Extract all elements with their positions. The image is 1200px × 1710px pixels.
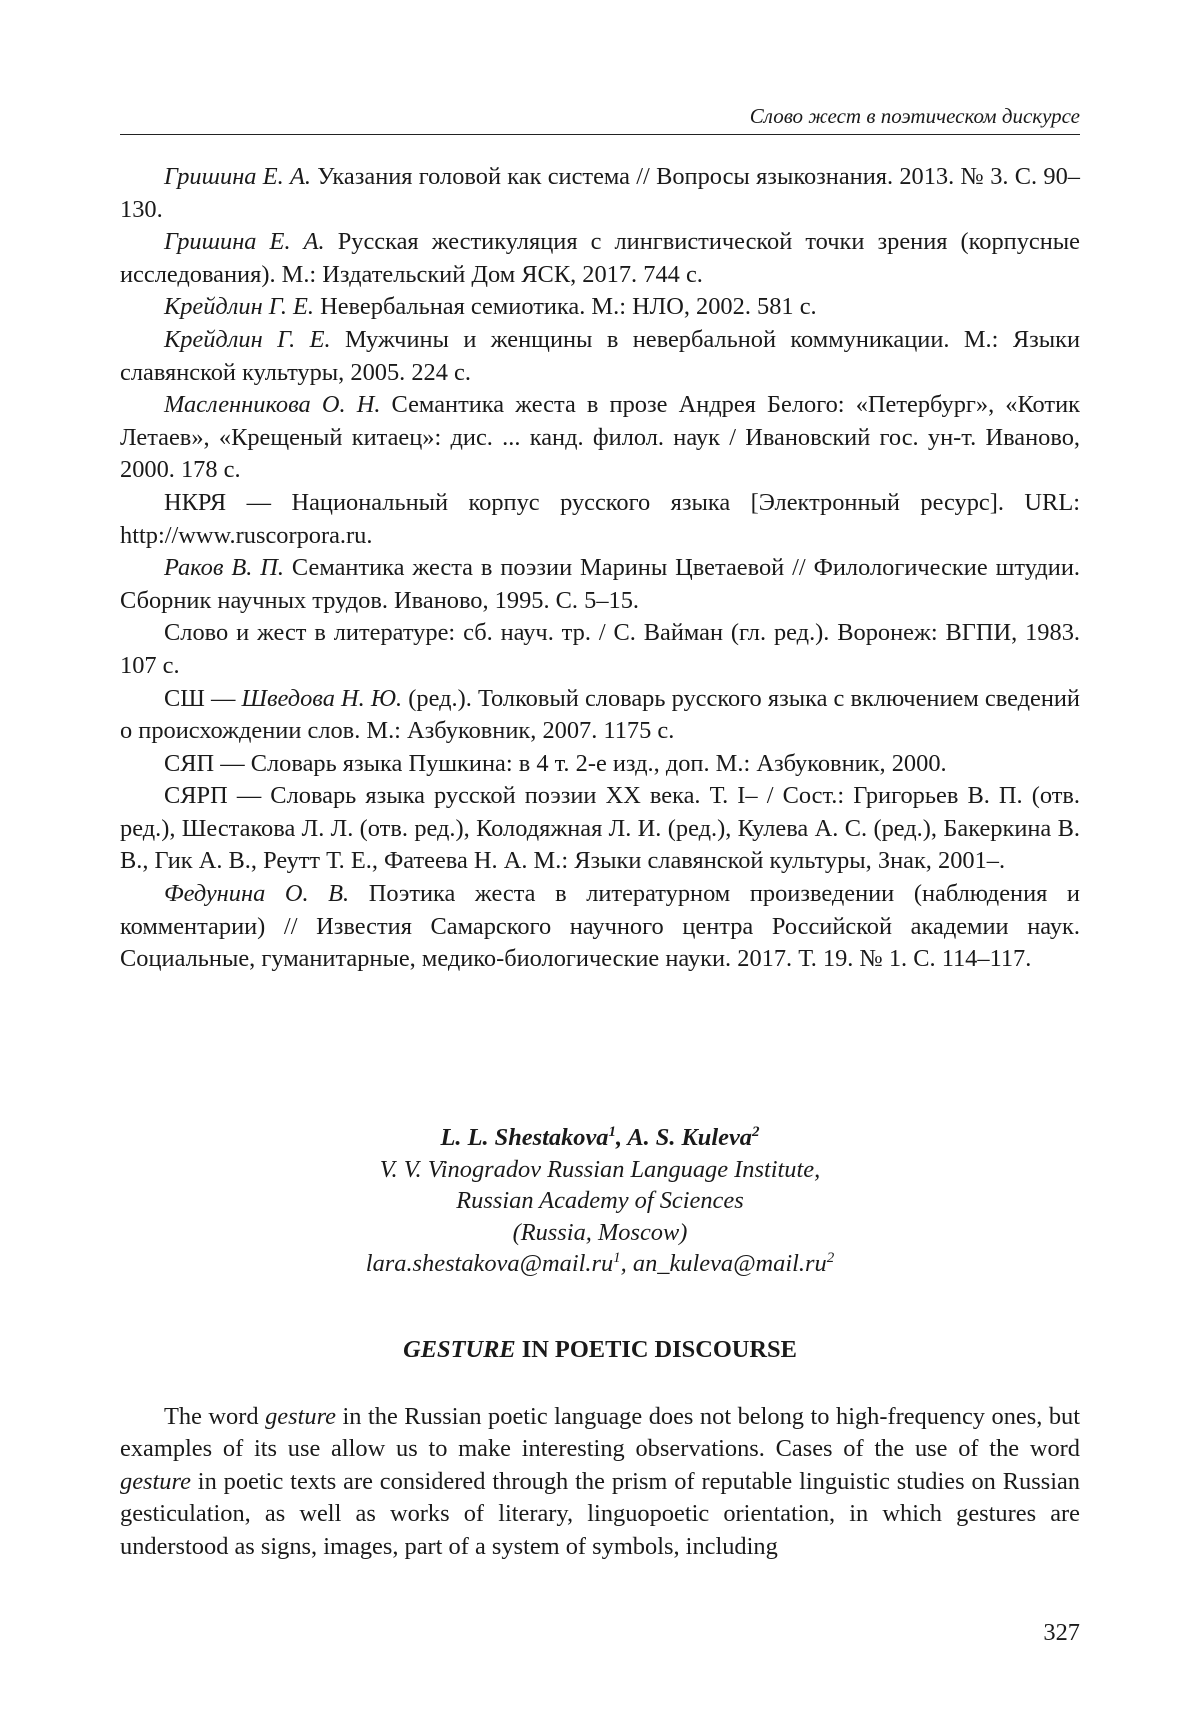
reference-text: Невербальная семиотика. М.: НЛО, 2002. 581 с. bbox=[314, 293, 817, 321]
reference-item bbox=[120, 324, 1080, 389]
reference-list bbox=[120, 161, 1080, 976]
abstract-emphasis: gesture bbox=[120, 1467, 191, 1495]
abstract-text: in poetic texts are considered through the prism of reputable linguistic studies on Russian gesticulation, as well as works of literary, linguopoetic orientation, in which gestures are understood as signs, images, part of a system of symbols, including bbox=[120, 1467, 1080, 1560]
reference-prefix: СШ — bbox=[164, 684, 242, 712]
header-rule bbox=[120, 134, 1080, 135]
author-superscript: 1 bbox=[608, 1123, 617, 1140]
reference-author: Шведова Н. Ю. bbox=[241, 684, 403, 712]
reference-author: Гришина Е. А. bbox=[164, 228, 325, 256]
author-superscript: 2 bbox=[752, 1123, 760, 1140]
reference-item bbox=[120, 226, 1080, 291]
abstract-text: in the Russian poetic language does not belong to high-frequency ones, but examples of its use allow us to make interesting observations. Cases of the use of the word bbox=[120, 1403, 1080, 1463]
reference-item bbox=[120, 552, 1080, 617]
abstract-emphasis: gesture bbox=[265, 1403, 336, 1430]
reference-text: (ред.). Толковый словарь русского языка с включением сведений о происхождении слов. М.: Азбуковник, 2007. 1175 с. bbox=[120, 684, 1080, 745]
reference-text: Русская жестикуляция с лингвистической точки зрения (корпусные исследования). М.: Издательский Дом ЯСК, 2017. 744 с. bbox=[120, 228, 1080, 288]
affiliation-location: (Russia, Moscow) bbox=[512, 1218, 688, 1246]
reference-text: Поэтика жеста в литературном произведении (наблюдения и комментарии) // Известия Самарского научного центра Российской академии наук. Социальные, гуманитарные, медико-биологические науки. 2017. Т. 19. № 1. С. 114–117. bbox=[120, 880, 1080, 973]
author-name: A. S. Kuleva bbox=[627, 1124, 752, 1151]
author-separator: , bbox=[616, 1124, 628, 1151]
reference-item bbox=[120, 748, 1080, 781]
running-head: Слово жест в поэтическом дискурсе bbox=[749, 104, 1080, 128]
reference-author: Гришина Е. А. bbox=[164, 163, 312, 190]
reference-item bbox=[120, 291, 1080, 324]
reference-author: Масленникова О. Н. bbox=[164, 391, 381, 419]
author-name: L. L. Shestakova bbox=[440, 1124, 609, 1151]
page-number: 327 bbox=[1043, 1619, 1080, 1646]
abstract bbox=[120, 1401, 1080, 1563]
reference-author: Крейдлин Г. Е. bbox=[164, 325, 331, 353]
reference-item bbox=[120, 878, 1080, 976]
reference-item bbox=[120, 389, 1080, 487]
author-block bbox=[120, 1122, 1080, 1280]
reference-text: Семантика жеста в прозе Андрея Белого: «Петербург», «Котик Летаев», «Крещеный китаец»: дис. ... канд. филол. наук / Ивановский гос. ун-т. Иваново, 2000. 178 с. bbox=[120, 391, 1080, 484]
email-superscript: 2 bbox=[826, 1250, 835, 1267]
title-rest: IN POETIC DISCOURSE bbox=[515, 1336, 797, 1363]
email-link[interactable]: an_kuleva@mail.ru bbox=[632, 1250, 827, 1278]
reference-item bbox=[120, 780, 1080, 878]
reference-author: Крейдлин Г. Е. bbox=[164, 293, 315, 321]
abstract-paragraph bbox=[120, 1401, 1080, 1563]
article-title bbox=[120, 1334, 1080, 1366]
reference-item bbox=[120, 617, 1080, 682]
email-link[interactable]: lara.shestakova@mail.ru bbox=[365, 1250, 614, 1278]
reference-text: Мужчины и женщины в невербальной коммуникации. М.: Языки славянской культуры, 2005. 224 с. bbox=[120, 325, 1081, 386]
reference-text: Семантика жеста в поэзии Марины Цветаевой // Филологические штудии. Сборник научных трудов. Иваново, 1995. С. 5–15. bbox=[120, 554, 1080, 614]
author-emails bbox=[120, 1248, 1080, 1280]
abstract-text: The word bbox=[164, 1403, 266, 1430]
author-names bbox=[120, 1122, 1080, 1154]
email-superscript: 1 bbox=[613, 1250, 621, 1267]
reference-text: СЯРП — Словарь языка русской поэзии XX века. Т. I– / Сост.: Григорьев В. П. (отв. ред.), Шестакова Л. Л. (отв. ред.), Колодяжная Л. И. (ред.), Кулева А. С. (ред.), Бакеркина В. В., Гик А. В., Реутт Т. Е., Фатеева Н. А. М.: Языки славянской культуры, Знак, 2001–. bbox=[120, 782, 1080, 875]
reference-text: СЯП — Словарь языка Пушкина: в 4 т. 2-е изд., доп. М.: Азбуковник, 2000. bbox=[164, 749, 947, 777]
reference-item bbox=[120, 487, 1080, 552]
reference-author: Федунина О. В. bbox=[164, 880, 350, 908]
title-keyword: GESTURE bbox=[403, 1336, 516, 1363]
reference-text: Слово и жест в литературе: сб. науч. тр. / С. Вайман (гл. ред.). Воронеж: ВГПИ, 1983. 107 с. bbox=[120, 619, 1080, 679]
affiliation-line: V. V. Vinogradov Russian Language Institute, bbox=[379, 1155, 821, 1183]
email-separator: , bbox=[620, 1250, 633, 1278]
reference-text: Указания головой как система // Вопросы языкознания. 2013. № 3. С. 90–130. bbox=[120, 163, 1080, 223]
reference-item bbox=[120, 683, 1080, 748]
reference-item bbox=[120, 161, 1080, 226]
reference-author: Раков В. П. bbox=[164, 554, 284, 582]
affiliation-line: Russian Academy of Sciences bbox=[456, 1187, 744, 1215]
reference-text: НКРЯ — Национальный корпус русского языка [Электронный ресурс]. URL: http://www.ruscorpora.ru. bbox=[120, 488, 1080, 549]
